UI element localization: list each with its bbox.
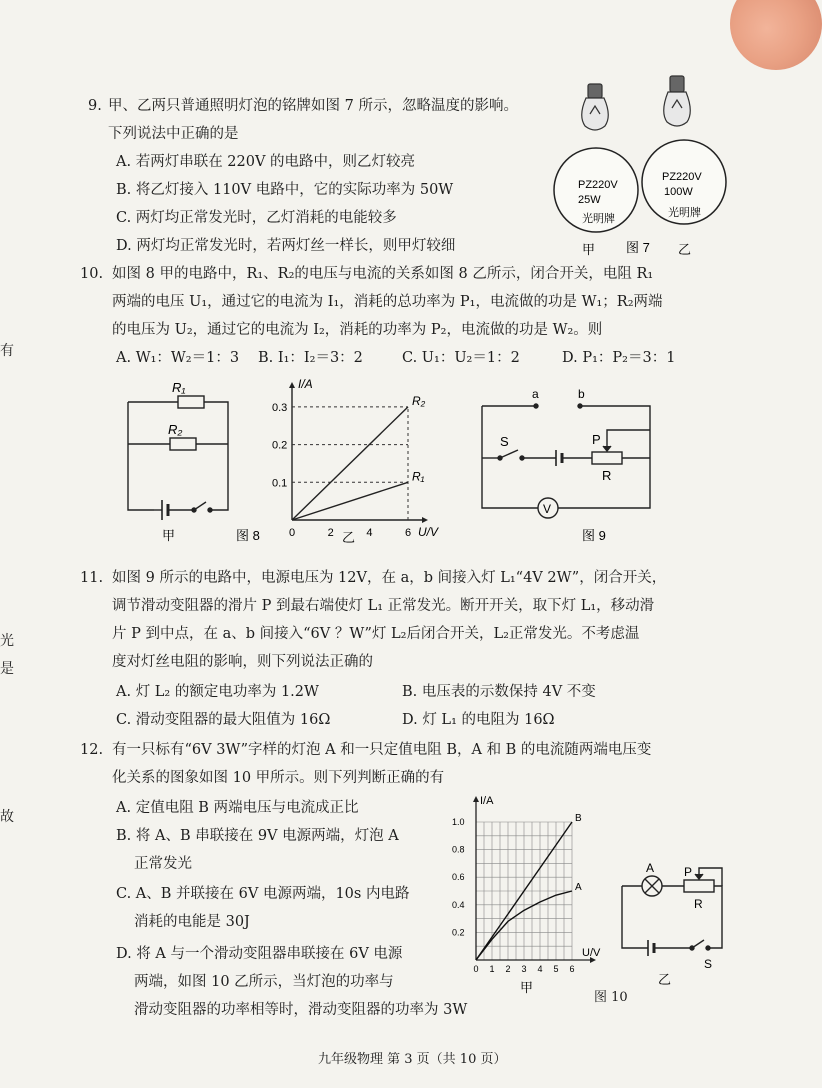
q9-option-a: A. 若两灯串联在 220V 的电路中，则乙灯较亮 — [116, 154, 416, 170]
figure-7-nameplates — [548, 66, 738, 262]
x-tick-label: 2 — [505, 964, 511, 974]
q9-stem: 甲、乙两只普通照明灯泡的铭牌如图 7 所示，忽略温度的影响。 — [108, 98, 518, 114]
q12-option-d: D. 将 A 与一个滑动变阻器串联接在 6V 电源 — [116, 946, 403, 962]
x-tick-label: 1 — [489, 964, 495, 974]
lamp-b-label: 乙 — [678, 242, 692, 257]
x-tick-label: 0 — [473, 964, 479, 974]
terminal-a: a — [532, 387, 539, 401]
y-axis-label: I/A — [298, 377, 313, 391]
q10-option-b: B. I₁：I₂＝3：2 — [258, 350, 363, 366]
figure-8-graph — [270, 376, 460, 548]
rheostat-label: R — [602, 468, 612, 483]
rheostat-r-label: R — [694, 897, 703, 911]
lamp-a-label: 甲 — [582, 242, 596, 257]
q11-line-4: 度对灯丝电阻的影响，则下列说法正确的 — [112, 654, 373, 670]
r2-label: R₂ — [168, 422, 183, 437]
q11-option-a: A. 灯 L₂ 的额定电功率为 1.2W — [116, 684, 319, 700]
q11-number: 11. — [80, 570, 104, 586]
q12-option-d-cont-2: 滑动变阻器的功率相等时，滑动变阻器的功率为 3W — [134, 1002, 468, 1018]
x-tick-label: 5 — [553, 964, 559, 974]
q12-option-c: C. A、B 并联接在 6V 电源两端，10s 内电路 — [116, 886, 410, 902]
x-tick-label: 3 — [521, 964, 527, 974]
bulb-icon — [664, 76, 691, 126]
x-axis-label: U/V — [582, 947, 601, 959]
chart-label: 乙 — [342, 530, 356, 545]
q11-line-1: 如图 9 所示的电路中，电源电压为 12V，在 a，b 间接入灯 L₁“4V 2W”，闭合开关， — [112, 570, 667, 586]
switch-s-label: S — [704, 957, 713, 971]
figure-8-caption: 图 8 — [236, 528, 260, 543]
y-tick-label: 0.8 — [452, 844, 465, 855]
y-tick-label: 0.3 — [272, 401, 288, 414]
lamp-b-brand: 光明牌 — [668, 207, 701, 219]
q11-line-2: 调节滑动变阻器的滑片 P 到最右端使灯 L₁ 正常发光。断开开关，取下灯 L₁，移动滑 — [112, 598, 655, 614]
slider-label: P — [592, 432, 601, 447]
figure-9-circuit — [472, 384, 662, 544]
lamp-b-model: PZ220V — [662, 171, 702, 183]
figure-10-graph — [448, 786, 601, 1002]
terminal-b: b — [578, 387, 585, 401]
x-tick-label: 0 — [289, 527, 296, 539]
x-tick-label: 2 — [327, 527, 334, 539]
y-tick-label: 0.2 — [452, 927, 465, 938]
y-tick-label: 0.1 — [272, 477, 288, 490]
edge-char: 光 — [0, 633, 14, 649]
series-label: A — [575, 882, 582, 893]
q11-line-3: 片 P 到中点，在 a、b 间接入“6V ？W”灯 L₂后闭合开关，L₂正常发光。不考虑温 — [112, 626, 640, 642]
q11-option-c: C. 滑动变阻器的最大阻值为 16Ω — [116, 712, 331, 728]
series-label: R₁ — [412, 469, 425, 484]
y-tick-label: 0.2 — [272, 439, 288, 452]
x-tick-label: 6 — [569, 964, 575, 974]
edge-char: 是 — [0, 661, 14, 677]
q12-line-2: 化关系的图象如图 10 甲所示。则下列判断正确的有 — [112, 770, 445, 786]
q12-option-c-cont: 消耗的电能是 30J — [134, 914, 250, 930]
q9-option-c: C. 两灯均正常发光时，乙灯消耗的电能较多 — [116, 210, 397, 226]
series-line — [292, 407, 408, 520]
q10-line-2: 两端的电压 U₁，通过它的电流为 I₁，消耗的总功率为 P₁，电流做的功是 W₁；R₂两端 — [112, 294, 663, 310]
lamp-a-model: PZ220V — [578, 179, 618, 191]
circuit-10-label: 乙 — [658, 972, 672, 987]
figure-8-circuit — [118, 376, 278, 548]
y-tick-label: 0.6 — [452, 872, 465, 883]
q9-option-d: D. 两灯均正常发光时，若两灯丝一样长，则甲灯较细 — [116, 238, 456, 254]
q12-option-b-cont: 正常发光 — [134, 856, 192, 872]
q9-option-b: B. 将乙灯接入 110V 电路中，它的实际功率为 50W — [116, 182, 454, 198]
q12-option-b: B. 将 A、B 串联接在 9V 电源两端，灯泡 A — [116, 828, 399, 844]
edge-char: 故 — [0, 809, 14, 825]
slider-p-label: P — [684, 865, 693, 879]
q9-stem-2: 下列说法中正确的是 — [108, 126, 239, 142]
x-tick-label: 6 — [405, 527, 412, 539]
figure-10-caption: 图 10 — [594, 990, 628, 1005]
r1-label: R₁ — [172, 380, 186, 395]
q10-option-d: D. P₁：P₂＝3：1 — [562, 350, 676, 366]
circuit-8-label: 甲 — [162, 528, 176, 543]
figure-7-caption: 图 7 — [626, 240, 650, 255]
edge-char: 有 — [0, 343, 14, 359]
lamp-a-label: A — [646, 861, 655, 875]
series-label: R₂ — [412, 393, 426, 408]
finger-shadow — [730, 0, 822, 70]
q12-line-1: 有一只标有“6V 3W”字样的灯泡 A 和一只定值电阻 B，A 和 B 的电流随两端电压变 — [112, 742, 652, 758]
x-tick-label: 4 — [537, 964, 543, 974]
q11-option-b: B. 电压表的示数保持 4V 不变 — [402, 684, 596, 700]
q12-option-d-cont: 两端，如图 10 乙所示，当灯泡的功率与 — [134, 974, 394, 990]
lamp-b-power: 100W — [664, 186, 693, 198]
q12-option-a: A. 定值电阻 B 两端电压与电流成正比 — [116, 800, 359, 816]
x-axis-arrow — [422, 517, 428, 523]
y-axis-arrow — [289, 382, 295, 388]
q10-line-1: 如图 8 甲的电路中，R₁、R₂的电压与电流的关系如图 8 乙所示，闭合开关，电阻 R₁ — [112, 266, 654, 282]
series-line — [292, 482, 408, 520]
x-axis-label: U/V — [418, 525, 439, 539]
figure-10-circuit — [608, 856, 728, 986]
voltmeter-label: V — [543, 502, 552, 516]
page-footer: 九年级物理 第 3 页（共 10 页） — [318, 1052, 507, 1067]
switch-label: S — [500, 434, 509, 449]
y-axis-arrow — [473, 796, 479, 802]
y-axis-label: I/A — [480, 795, 494, 807]
lamp-a-brand: 光明牌 — [582, 213, 615, 225]
q11-option-d: D. 灯 L₁ 的电阻为 16Ω — [402, 712, 555, 728]
figure-9-caption: 图 9 — [582, 528, 606, 543]
q10-number: 10. — [80, 266, 104, 282]
bulb-icon — [582, 84, 609, 130]
q10-line-3: 的电压为 U₂，通过它的电流为 I₂，消耗的功率为 P₂，电流做的功是 W₂。则 — [112, 322, 603, 338]
q9-number: 9. — [88, 98, 102, 114]
series-label: B — [575, 813, 582, 824]
y-tick-label: 1.0 — [452, 817, 465, 827]
chart-label: 甲 — [520, 980, 534, 995]
lamp-a-power: 25W — [578, 194, 601, 206]
x-tick-label: 4 — [366, 527, 373, 539]
q10-option-c: C. U₁：U₂＝1：2 — [402, 350, 520, 366]
y-tick-label: 0.4 — [452, 899, 465, 910]
q10-option-a: A. W₁：W₂＝1：3 — [116, 350, 240, 366]
q12-number: 12. — [80, 742, 104, 758]
